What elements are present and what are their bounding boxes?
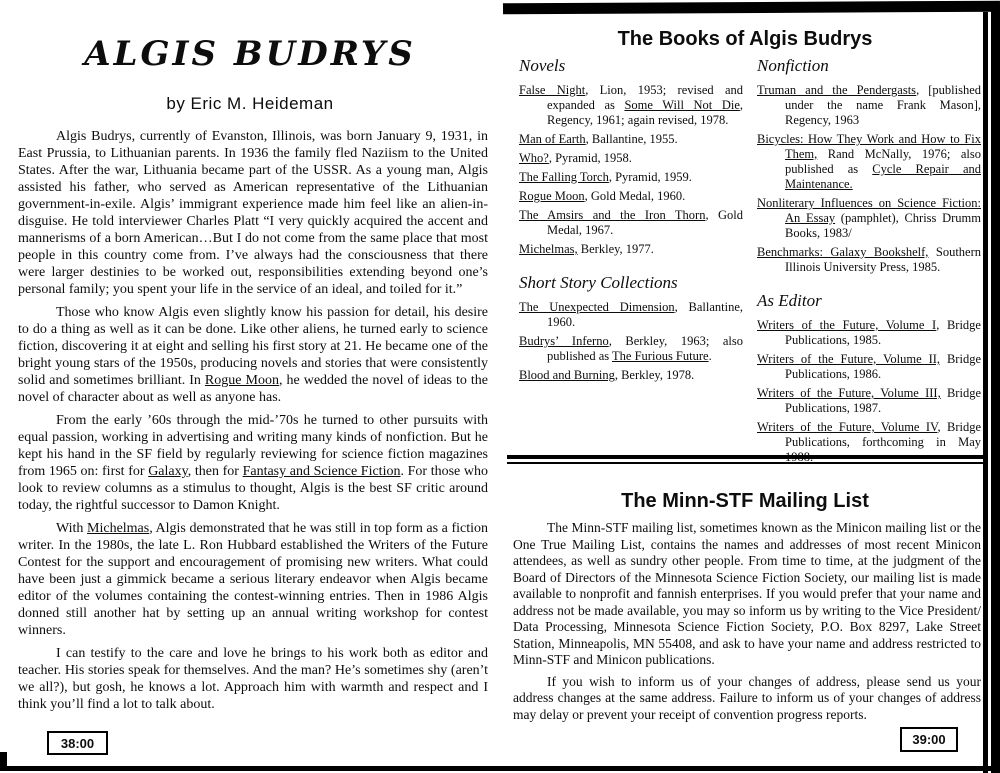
article-paragraph xyxy=(18,304,488,406)
body-text: , Ballantine, 1960. xyxy=(547,300,743,329)
body-text: Berkley, 1977. xyxy=(577,242,654,256)
book-entry xyxy=(519,189,743,204)
book-title-text: Cycle Repair and Maintenance. xyxy=(785,162,981,191)
book-entry xyxy=(519,334,743,364)
book-entry xyxy=(757,352,981,382)
body-text: With xyxy=(56,521,88,536)
body-text: , he wedded the novel of ideas to the novel of character about as well as anyone has. xyxy=(18,373,489,405)
article-paragraph xyxy=(18,412,488,514)
body-text: Algis Budrys, currently of Evanston, Illinois, was born January 9, 1931, in East Prussia, to Lithuanian parents. In 1936 the family fled Naziism to the United States. After the war, Lithuania became part of the USSR. As a young man, Algis assisted his father, who served as American representative of the Lithuanian government-in-exile. Algis’ immigrant experience made him feel like an alien-in-disguise. He told interviewer Charles Platt “I very quickly acquired the accent and mannerisms of a born American…But I do not come from the same place that most people in this country come from. I’ve always had the consciousness that there were larger destinies to be worked out, responsibilities extending beyond one’s personal family; you spent your life in the service of an ideal, and toiled for it.” xyxy=(18,129,488,297)
body-text: , Gold Medal, 1967. xyxy=(547,208,744,237)
books-columns xyxy=(519,56,981,469)
book-entry xyxy=(519,368,743,383)
book-title-text: The Unexpected Dimension xyxy=(519,300,675,314)
book-title-text: Truman and the Pendergasts xyxy=(757,83,917,97)
body-text: , Gold Medal, 1960. xyxy=(584,189,686,203)
book-entry xyxy=(757,132,981,192)
body-text: Bridge Publications, 1987. xyxy=(785,386,981,415)
right-page-number-box xyxy=(900,727,958,752)
left-page-number-box xyxy=(47,731,108,755)
book-title-text: Fantasy and Science Fiction xyxy=(242,464,401,479)
body-text: , [published under the name Frank Mason], Regency, 1963 xyxy=(785,83,981,127)
book-title-text: The Falling Torch xyxy=(519,170,609,184)
book-title-text: Budrys’ Inferno xyxy=(519,334,609,348)
book-entry xyxy=(757,83,981,128)
book-entry xyxy=(519,208,743,238)
book-entry xyxy=(519,151,743,166)
right-page xyxy=(505,0,985,773)
book-title-text: Galaxy xyxy=(148,464,188,479)
left-page-number: 38:00 xyxy=(60,735,95,751)
body-text: From the early ’60s through the mid-’70s he turned to other pursuits with equal passion, working in advertising and writing many kinds of nonfiction. But he kept his hand in the SF field by regularly reviewing for science fiction magazines from 1965 on: first for xyxy=(18,413,488,479)
body-text: I can testify to the care and love he brings to his work both as editor and teacher. His stories speak for themselves. And the man? He’s sometimes shy (aren’t we all?), but gosh, he knows a lot. Approach him with warmth and respect and I think you’ll find a lot to talk about. xyxy=(18,646,488,712)
scan-artifact-bottom-bar xyxy=(0,766,1000,771)
book-section-heading: Nonfiction xyxy=(757,56,829,75)
book-title-text: Michelmas xyxy=(87,521,150,536)
body-text: (pamphlet), Chriss Drumm Books, 1983/ xyxy=(785,211,981,240)
book-entry xyxy=(519,300,743,330)
book-entry xyxy=(757,386,981,416)
book-title-text: The Amsirs and the Iron Thorn xyxy=(519,208,706,222)
article-paragraph xyxy=(18,520,488,639)
body-text: Those who know Algis even slightly know his passion for detail, his desire to do a thing as well as it can be done. Like other aliens, he turned early to science fiction, discovering it at eight and selling his first story at 21. He became one of the bright young stars of the 1950s, producing novels and stories that were consistently solid and sometimes brilliant. In xyxy=(18,305,488,388)
body-text: , Berkley, 1963; also published as xyxy=(547,334,743,363)
article-body xyxy=(18,128,488,719)
mailing-list-title: The Minn-STF Mailing List xyxy=(621,490,869,512)
scan-artifact-corner-blob xyxy=(0,752,7,767)
book-title-text: Writers of the Future, Volume I xyxy=(757,318,937,332)
body-text: , Regency, 1961; again revised, 1978. xyxy=(547,98,744,127)
body-text: , Lion, 1953; revised and expanded as xyxy=(547,83,744,112)
mailing-list-paragraph: If you wish to inform us of your changes of address, please send us your address changes at the same address. Failure to inform us of your changes of address may delay or prevent your receipt of convention progress reports. xyxy=(513,673,981,722)
body-text: Bridge Publications, 1986. xyxy=(785,352,981,381)
book-entry xyxy=(519,170,743,185)
book-title-text: Michelmas, xyxy=(519,242,578,256)
body-text: , Pyramid, 1959. xyxy=(608,170,692,184)
article-byline: by Eric M. Heideman xyxy=(166,94,334,113)
body-text: , Ballantine, 1955. xyxy=(585,132,678,146)
mailing-list-paragraph: The Minn-STF mailing list, sometimes known as the Minicon mailing list or the One True Mailing List, contains the names and addresses of most recent Minicon attendees, as well as sundry other people. From time to time, at the judgment of the Board of Directors of the Minnesota Science Fiction Society, our mailing list is made available to nonprofit and fannish enterprises. If you would prefer that your name and address not be made available, you may so inform us by writing to the Vice President/ Data Processing, Minnesota Science Fiction Society, P.O. Box 8297, Lake Street Station, Minneapolis, MN 55408, and ask to have your name and address restricted to Minn-STF and Minicon publications. xyxy=(513,520,981,667)
book-title-text: Who? xyxy=(519,151,549,165)
book-section-heading: Novels xyxy=(519,56,566,75)
mailing-list-body xyxy=(513,520,981,728)
body-text: , Algis demonstrated that he was still in top form as a fiction writer. In the 1980s, the late L. Ron Hubbard established the Writers of the Future Contest for the support and encouragement of promising new writers. What could have been just a gimmick became a serious literary endeavor when Algis became editor of the volumes containing the contest-winning entries. Then in 1986 Algis donned still another hat by setting up an annual writing workshop for contest winners. xyxy=(18,521,489,638)
right-page-number: 39:00 xyxy=(912,732,946,747)
book-title-text: Bicycles: How They Work and How to Fix Them, xyxy=(757,132,981,161)
book-title-text: Rogue Moon xyxy=(204,373,279,388)
body-text: . xyxy=(708,349,712,363)
book-title-text: Benchmarks: Galaxy Bookshelf, xyxy=(757,245,929,259)
books-column-left xyxy=(519,56,743,469)
book-entry xyxy=(757,196,981,241)
book-entry xyxy=(757,318,981,348)
book-entry xyxy=(519,132,743,147)
book-title-text: Writers of the Future, Volume IV xyxy=(757,420,938,434)
body-text: , Pyramid, 1958. xyxy=(548,151,632,165)
scan-artifact-right-edge-line xyxy=(983,12,988,773)
article-paragraph xyxy=(18,645,488,713)
book-title-text: Some Will Not Die xyxy=(624,98,740,112)
body-text: . For those who look to review columns as a stimulus to thought, Algis is the best SF critic around today, the rightful successor to Damon Knight. xyxy=(18,464,488,513)
book-title-text: Man of Earth xyxy=(519,132,586,146)
body-text: , then for xyxy=(187,464,243,479)
scan-artifact-right-strip xyxy=(991,4,1000,773)
books-column-right xyxy=(757,56,981,469)
book-title-text: The Furious Future xyxy=(612,349,709,363)
body-text: , Bridge Publications, forthcoming in May 1988. xyxy=(785,420,982,464)
book-title-text: Nonliterary Influences on Science Fiction: An Essay xyxy=(757,196,981,225)
book-entry xyxy=(519,242,743,257)
book-title-text: False Night xyxy=(519,83,586,97)
article-paragraph xyxy=(18,128,488,298)
body-text: , Berkley, 1978. xyxy=(614,368,695,382)
body-text: Southern Illinois University Press, 1985. xyxy=(785,245,982,274)
book-title-text: Rogue Moon xyxy=(519,189,585,203)
book-section-heading: Short Story Collections xyxy=(519,273,678,292)
body-text: Rand McNally, 1976; also published as xyxy=(785,147,981,176)
book-title-text: Writers of the Future, Volume II, xyxy=(757,352,941,366)
body-text: , Bridge Publications, 1985. xyxy=(785,318,981,347)
book-title-text: Writers of the Future, Volume III, xyxy=(757,386,941,400)
book-entry xyxy=(519,83,743,128)
page-title: ALGIS BUDRYS xyxy=(84,34,416,74)
books-section-title: The Books of Algis Budrys xyxy=(617,28,873,50)
book-title-text: Blood and Burning xyxy=(519,368,615,382)
book-section-heading: As Editor xyxy=(757,291,822,310)
book-entry xyxy=(757,245,981,275)
section-divider xyxy=(507,455,983,464)
